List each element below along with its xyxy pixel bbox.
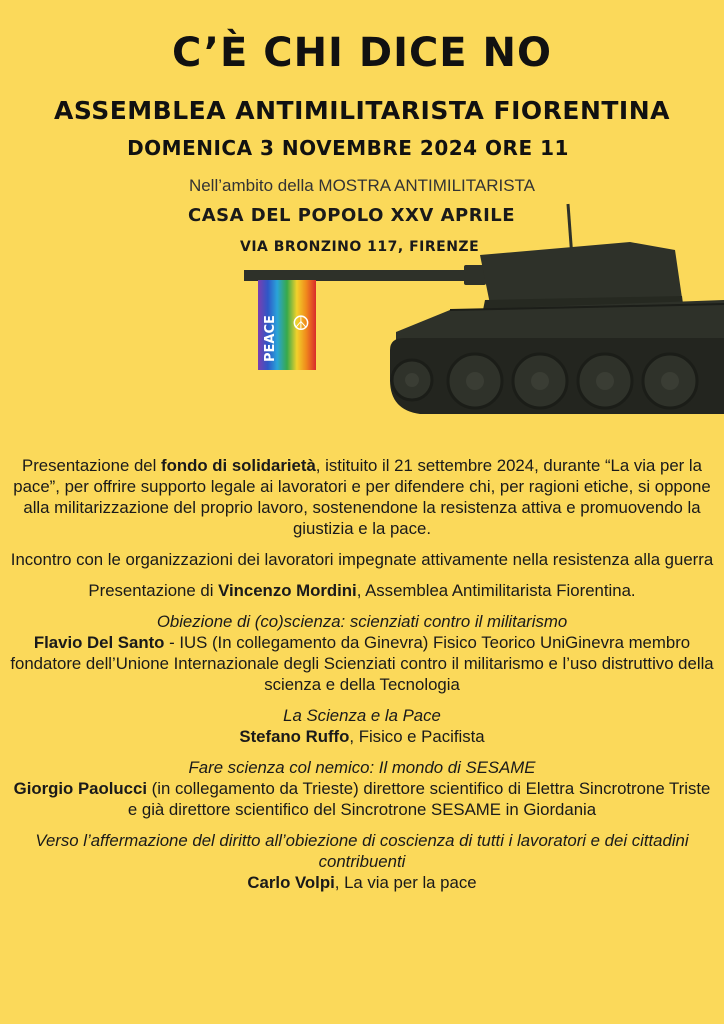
talk-item: [10, 705, 714, 747]
talk-title: Verso l’affermazione del diritto all’obiezione di coscienza di tutti i lavoratori e dei cittadini contribuenti: [35, 831, 689, 871]
context-prefix: Nell’ambito della: [188, 176, 319, 195]
talk-speaker: Carlo Volpi: [247, 873, 335, 892]
organizer-name: ASSEMBLEA ANTIMILITARISTA FIORENTINA: [53, 96, 671, 125]
talk-details: , La via per la pace: [334, 873, 477, 892]
talk-item: [10, 757, 714, 820]
talk-speaker: Giorgio Paolucci: [13, 779, 147, 798]
solidarity-fund-highlight: fondo di solidarietà: [161, 456, 316, 475]
presenter-name: Vincenzo Mordini: [218, 581, 357, 600]
presentation-paragraph: Presentazione di Vincenzo Mordini, Assemblea Antimilitarista Fiorentina.: [88, 581, 636, 600]
talk-title: Obiezione di (co)scienza: scienziati contro il militarismo: [156, 612, 568, 631]
talk-title: La Scienza e la Pace: [283, 706, 441, 725]
solidarity-fund-paragraph: Presentazione del fondo di solidarietà, istituito il 21 settembre 2024, durante “La via per la pace”, per offrire supporto legale ai lavoratori e per difendere chi, per ragioni etiche, si oppone alla militarizzazione del proprio lavoro, sostenendone la resistenza attiva e promuovendo la giustizia e la pace.: [13, 456, 711, 538]
talk-speaker: Stefano Ruffo: [239, 727, 350, 746]
event-description: [10, 455, 714, 903]
tank-turret: [480, 242, 682, 304]
peace-flag-text: PEACE: [263, 315, 278, 362]
talk-item: [10, 611, 714, 695]
venue-name: CASA DEL POPOLO XXV APRILE: [188, 205, 516, 226]
event-date: DOMENICA 3 NOVEMBRE 2024 ORE 11: [127, 136, 569, 160]
tank-barrel: [244, 270, 474, 281]
peace-flag: [258, 280, 316, 370]
workers-meeting-paragraph: Incontro con le organizzazioni dei lavoratori impegnate attivamente nella resistenza alla guerra: [10, 550, 714, 569]
talk-title: Fare scienza col nemico: Il mondo di SESAME: [188, 758, 536, 777]
talk-details: , Fisico e Pacifista: [349, 727, 485, 746]
peace-symbol-icon: ☮: [292, 311, 310, 335]
context-line: [0, 176, 724, 196]
talk-speaker: Flavio Del Santo: [33, 633, 165, 652]
talk-item: [10, 830, 714, 893]
talk-details: (in collegamento da Trieste) direttore scientifico di Elettra Sincrotrone Triste e già direttore scientifico del Sincrotrone SESAME in Giordania: [127, 779, 711, 819]
venue-address: VIA BRONZINO 117, FIRENZE: [240, 239, 480, 255]
context-event: MOSTRA ANTIMILITARISTA: [318, 176, 536, 195]
poster-title: C’È CHI DICE NO: [171, 30, 553, 76]
talk-details: - IUS (In collegamento da Ginevra) Fisico Teorico UniGinevra membro fondatore dell’Unione Internazionale degli Scienziati contro il militarismo e l’uso distruttivo della scienza e della Tecnologia: [10, 633, 714, 694]
tank-illustration: [263, 200, 724, 430]
